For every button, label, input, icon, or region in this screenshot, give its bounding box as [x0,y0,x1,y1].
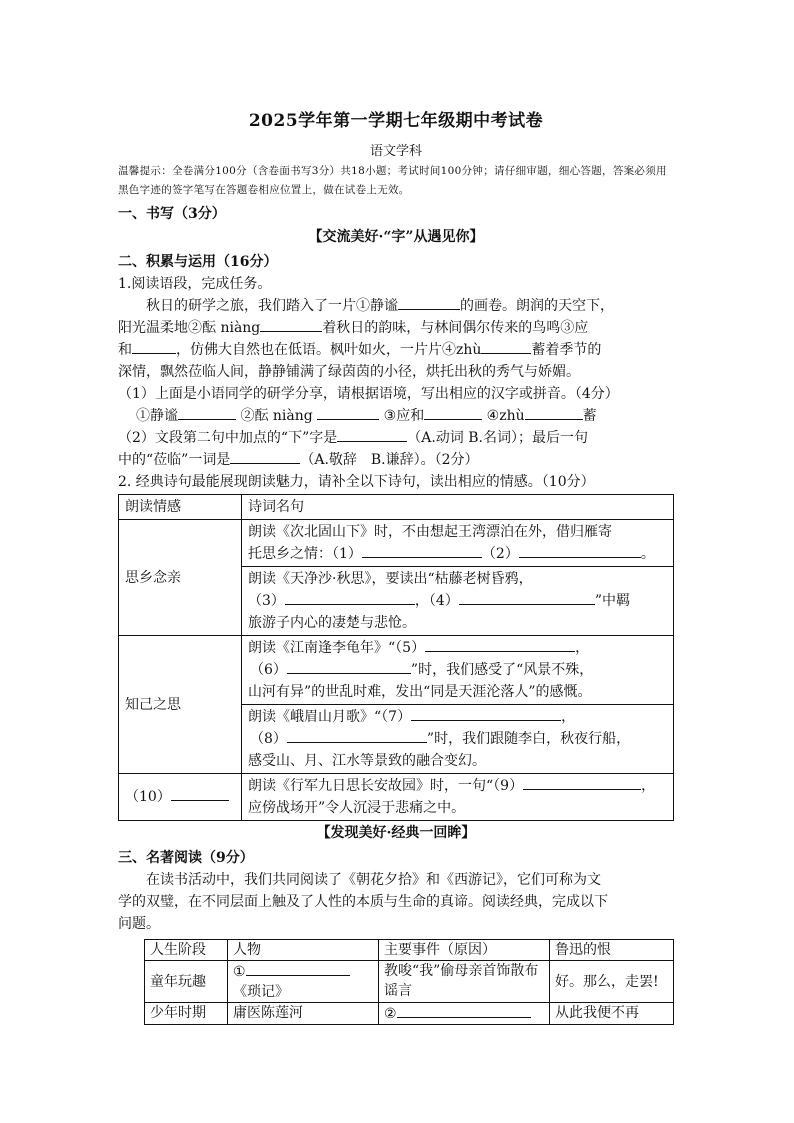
poem-text: 朗读《次北固山下》时，不由想起王湾漂泊在外，借归雁寄 [248,524,612,540]
event-cell: 教唆“我”偷母亲首饰散布谣言 [379,961,550,1003]
header-person: 人物 [228,940,379,961]
sub2-text-d: （A.敬辞 B.谦辞）。（2分） [300,452,479,468]
poem-text: ， [561,709,576,725]
answer-blank-4[interactable] [525,405,583,420]
q3-intro-line2: 学的双璧，在不同层面上触及了人性的本质与生命的真谛。阅读经典，完成以下 [118,894,608,910]
q1-passage [118,295,674,317]
poem-text: 朗读《峨眉山月歌》“（7） [248,709,412,725]
section-accumulation-heading: 二、积累与运用（16分） [118,254,278,270]
emotion-blank-cell [119,774,242,821]
stage-cell: 少年时期 [145,1003,228,1025]
sub2-text-c: 中的“莅临”一词是 [118,452,231,468]
header-event: 主要事件（原因） [379,940,550,961]
passage-text-g: 蓄着季节的 [531,342,602,358]
opt-zhu: ④zhù [486,408,525,424]
poem-text: 感受山、月、江水等景致的融合变幻。 [248,753,486,769]
answer-blank-3[interactable] [424,405,482,420]
blank-passage-4 [481,339,531,354]
table-row [119,774,674,821]
blank-q1[interactable] [362,543,482,558]
poem-text: （3） [248,593,285,609]
poem-text: ”中羁 [594,593,631,609]
table-row [145,961,674,1003]
table-row [119,636,674,705]
table-header-row [145,940,674,961]
q1-sub1: （1）上面是小语同学的研学分享，请根据语境，写出相应的汉字或拼音。（4分） [118,386,619,402]
poem-text: 朗读《江南逢李龟年》“（5） [248,640,426,656]
q1-passage-line2 [118,317,674,339]
q1-passage-line4: 深情，飘然莅临人间，静静铺满了绿茵茵的小径，烘托出秋的秀气与娇媚。 [118,364,580,380]
poem-text: 托思乡之情：（1） [248,546,362,562]
q1-sub2-line2 [118,449,674,471]
poem-cell [242,520,674,567]
answer-blank-1[interactable] [178,405,236,420]
blank-passage-3 [132,339,176,354]
poem-text: 旅游子内心的凄楚与悲怆。 [248,615,416,631]
poem-text: ”时，我们感受了“风景不殊， [410,662,594,678]
poem-text: 朗读《天净沙·秋思》，要读出“枯藤老树昏鸦， [248,571,533,587]
blank-label: ① [233,964,246,980]
passage-text-c: 阳光温柔地②酝 niàng [118,320,261,336]
header-poem: 诗词名句 [242,495,674,520]
blank-q7[interactable] [411,706,561,721]
poem-text: ”时，我们跟随李白，秋夜行船， [426,731,631,747]
q3-intro-line3: 问题。 [118,916,160,932]
poem-cell [242,636,674,705]
exam-page [118,96,674,1025]
blank-q9[interactable] [523,775,641,790]
passage-text-b: 的画卷。朗润的天空下， [460,298,614,314]
hatred-cell: 好。那么，走罢! [550,961,674,1003]
passage-text-f: ，仿佛大自然也在低语。枫叶如火，一片片④zhù [176,342,482,358]
poem-text: （8） [250,731,287,747]
classics-table [144,939,674,1025]
blank-q3[interactable] [285,590,415,605]
hatred-cell: 从此我便不再 [550,1003,674,1025]
table-header-row [119,495,674,520]
q2-intro: 2. 经典诗句最能展现朗读魅力，请补全以下诗句，读出相应的情感。（10分） [118,474,595,490]
person-cell: 庸医陈莲河 [228,1003,379,1025]
answer-blank-person[interactable] [246,961,350,976]
blank-label: ② [384,1006,397,1022]
q1-sub2-line1 [118,427,674,449]
poem-table [118,494,674,821]
blank-passage-2 [260,317,322,332]
answer-blank-5[interactable] [337,427,407,442]
section-reading-heading: 三、名著阅读（9分） [118,850,254,866]
poem-cell [242,774,674,821]
person-cell [228,961,379,1003]
exam-tip: 温馨提示：全卷满分100分（含卷面书写3分）共18小题；考试时间100分钟；请仔细审题，细心答题，答案必须用黑色字迹的签字笔写在答题卷相应位置上，做在试卷上无效。 [118,165,667,196]
blank-q10[interactable] [171,786,229,801]
banner-classics: 【发现美好·经典一回眸】 [316,825,476,841]
poem-text: ， [641,778,656,794]
header-hatred: 鲁迅的恨 [550,940,674,961]
header-stage: 人生阶段 [145,940,228,961]
sub2-text-b: （A.动词 B.名词）；最后一句 [407,430,588,446]
answer-blank-event[interactable] [397,1003,531,1018]
poem-text: ，（4） [414,593,459,609]
poem-text: 。 [640,546,655,562]
q1-answer-row [118,405,674,427]
blank-q5[interactable] [425,637,575,652]
poem-text: 应傍战场开”令人沉浸于悲痛之中。 [248,800,466,816]
exam-title: 2025学年第一学期七年级期中考试卷 [248,111,544,131]
passage-text-e: 和 [118,342,132,358]
poem-text: （2） [481,546,519,562]
table-row [145,1003,674,1025]
q1-intro: 1.阅读语段，完成任务。 [118,276,272,292]
poem-text: ， [575,640,590,656]
blank-q4[interactable] [459,590,595,605]
blank-q2[interactable] [519,543,641,558]
emotion-homesick: 思乡念亲 [119,520,242,636]
q3-intro-line1: 在读书活动中，我们共同阅读了《朝花夕拾》和《西游记》，它们可称为文 [146,872,601,888]
poem-cell [242,567,674,636]
passage-text-a: 秋日的研学之旅，我们踏入了一片①静谧 [146,298,398,314]
table-row [119,520,674,567]
poem-cell [242,705,674,774]
opt-zhu-xu: 蓄 [582,408,597,424]
opt-yinghe: ③应和 [383,408,425,424]
blank-q10-label: （10） [125,789,171,805]
q1-passage-line3 [118,339,674,361]
passage-text-d: 着秋日的韵味，与林间偶尔传来的鸟鸣③应 [322,320,589,336]
poem-text: （6） [250,662,287,678]
sub2-text-a: （2）文段第二句中加点的“下”字是 [118,430,338,446]
poem-text: 山河有异”的世乱时难，发出“同是天涯沦落人”的感慨。 [248,684,592,700]
opt-yunniang: ②酝 niàng [240,408,313,424]
header-emotion: 朗读情感 [119,495,242,520]
blank-q6[interactable] [287,659,411,674]
event-cell [379,1003,550,1025]
opt-jingmi: ①静谧 [136,408,178,424]
subject-label: 语文学科 [369,144,422,159]
blank-q8[interactable] [287,728,427,743]
chapter-name: 《琐记》 [233,984,289,1000]
emotion-friendship: 知己之思 [119,636,242,774]
blank-passage-1 [398,295,460,310]
answer-blank-6[interactable] [230,449,300,464]
poem-text: 朗读《行军九日思长安故园》时，一句“（9） [248,778,524,794]
section-writing-heading: 一、书写（3分） [118,206,226,222]
stage-cell: 童年玩趣 [145,961,228,1003]
answer-blank-2[interactable] [317,405,379,420]
banner-words: 【交流美好·“字”从遇见你】 [308,229,484,245]
